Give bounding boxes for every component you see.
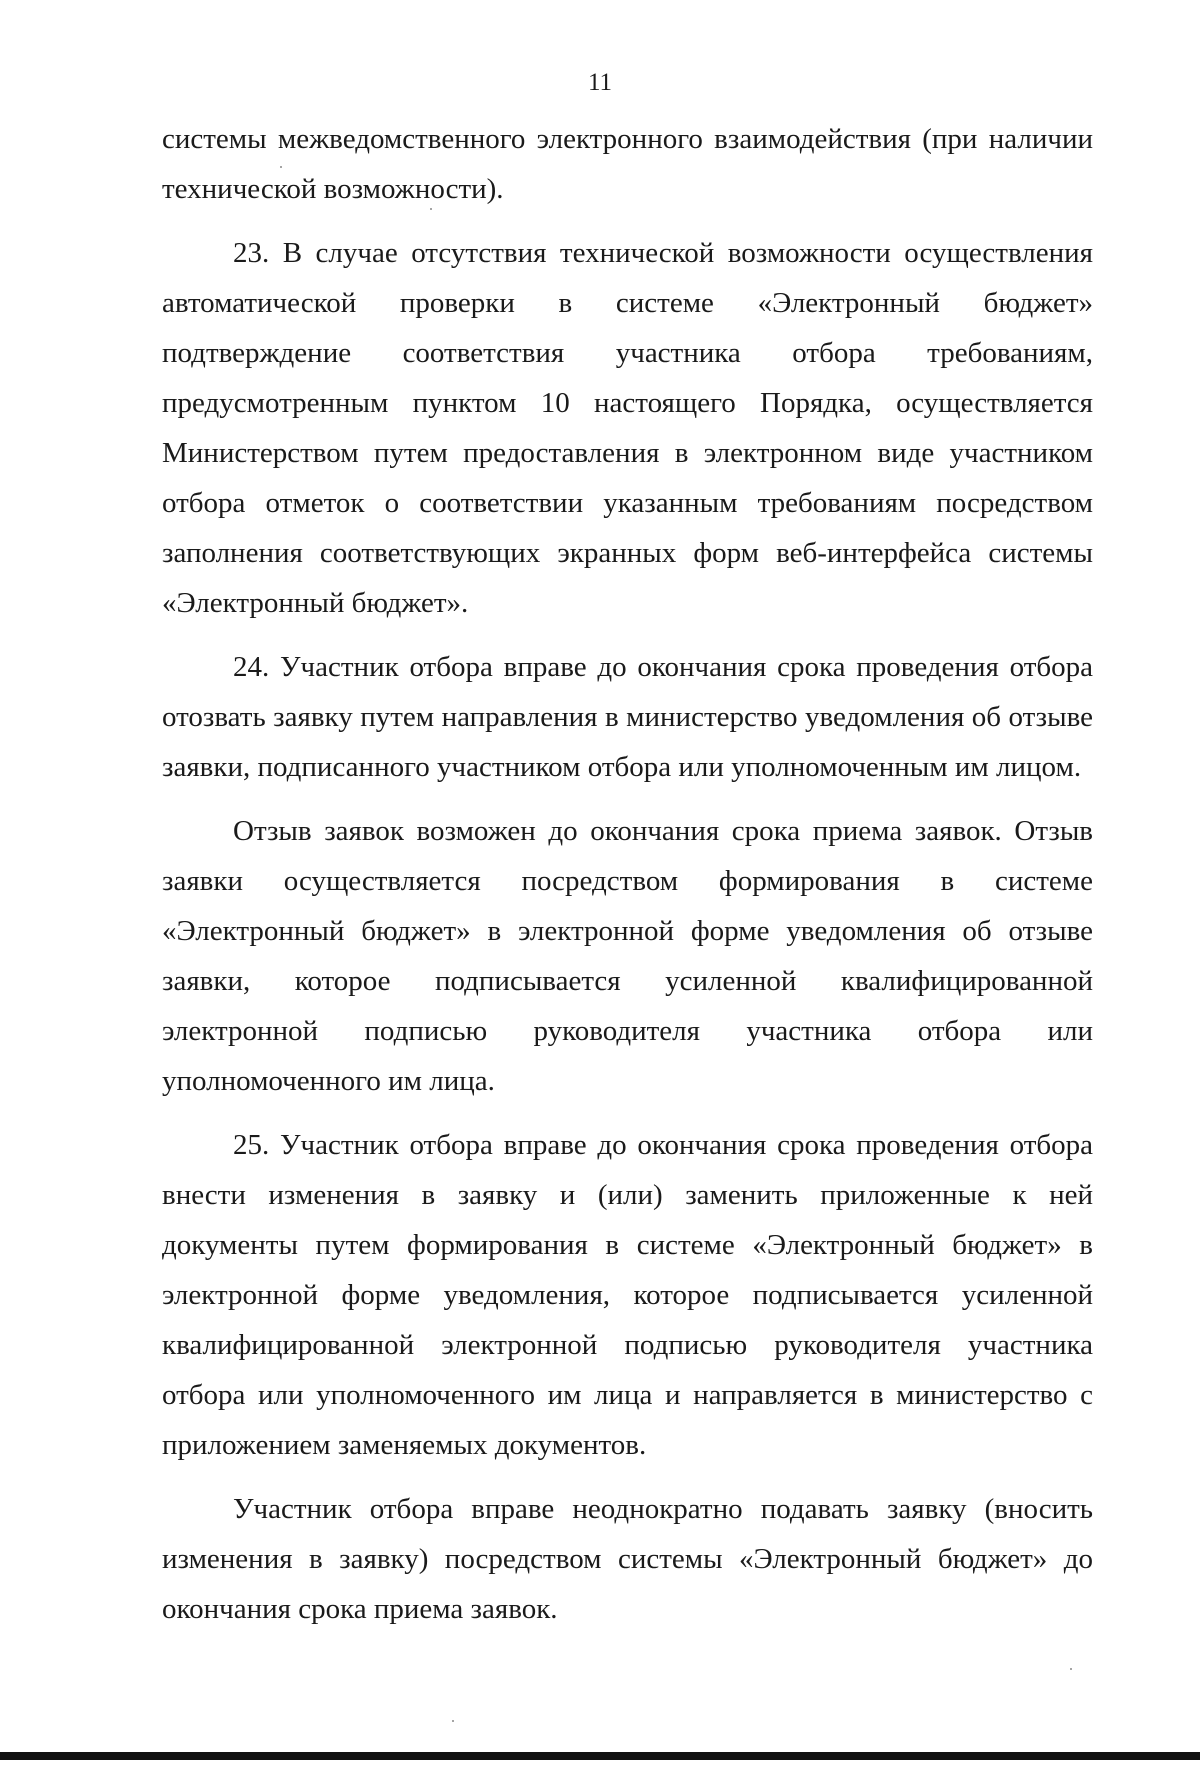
paragraph-item-23: 23. В случае отсутствия технической возможности осуществления автоматической проверки в системе «Электронный бюджет» подтверждение соответствия участника отбора требованиям, предусмотренным пунктом 10 настоящего Порядка, осуществляется Министерством путем предоставления в электронном виде участником отбора отметок о соответствии указанным требованиям посредством заполнения соответствующих экранных форм веб-интерфейса системы «Электронный бюджет». [162,237,1093,619]
scan-speck [280,166,282,168]
scan-speck [430,208,432,210]
paragraph-item-24: 24. Участник отбора вправе до окончания срока проведения отбора отозвать заявку путем направления в министерство уведомления об отзыве заявки, подписанного участником отбора или уполномоченным им лицом. [162,651,1093,783]
scan-edge-bar [0,1752,1200,1760]
scan-speck [452,1720,454,1722]
paragraph-continuation: системы межведомственного электронного взаимодействия (при наличии технической возможности). [162,123,1093,205]
paragraph-item-25: 25. Участник отбора вправе до окончания срока проведения отбора внести изменения в заявку и (или) заменить приложенные к ней документы путем формирования в системе «Электронный бюджет» в электронной форме уведомления, которое подписывается усиленной квалифицированной электронной подписью руководителя участника отбора или уполномоченного им лица и направляется в министерство с приложением заменяемых документов. [162,1129,1093,1461]
paragraph-item-24-withdrawal: Отзыв заявок возможен до окончания срока приема заявок. Отзыв заявки осуществляется посредством формирования в системе «Электронный бюджет» в электронной форме уведомления об отзыве заявки, которое подписывается усиленной квалифицированной электронной подписью руководителя участника отбора или уполномоченного им лица. [162,815,1093,1097]
document-body [162,114,1093,1634]
paragraph-item-25-repeat: Участник отбора вправе неоднократно подавать заявку (вносить изменения в заявку) посредством системы «Электронный бюджет» до окончания срока приема заявок. [162,1493,1093,1625]
scan-speck [1070,1668,1072,1670]
page-number: 11 [587,69,613,96]
